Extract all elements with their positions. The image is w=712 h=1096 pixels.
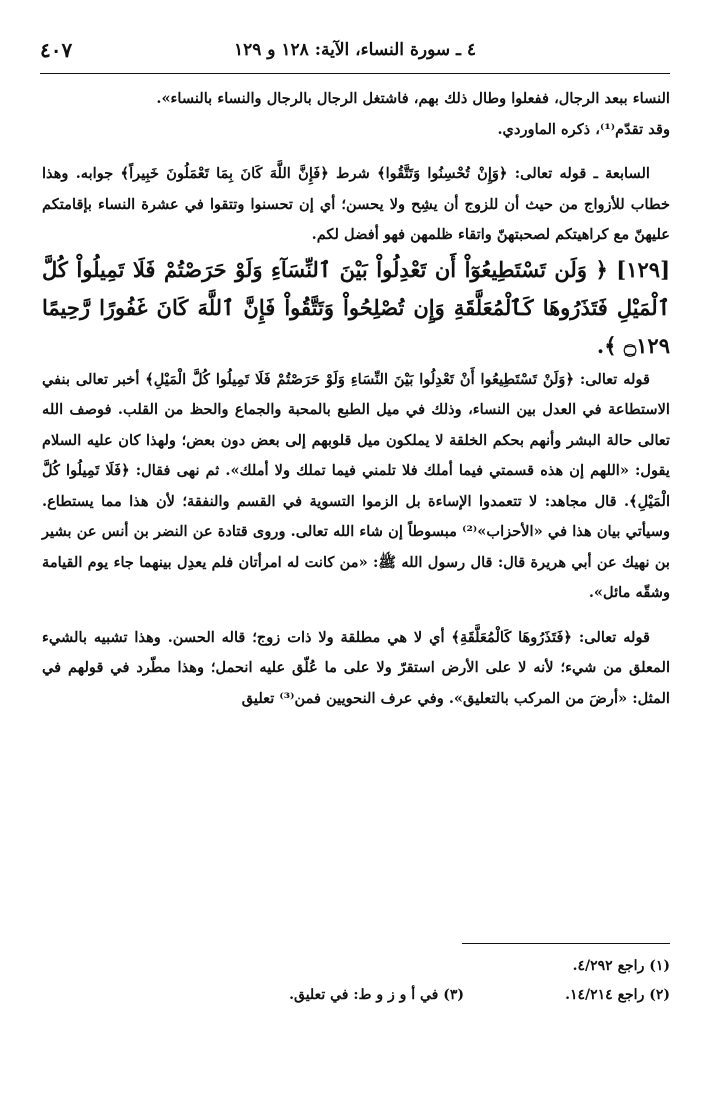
running-title: ٤ ـ سورة النساء، الآية: ١٢٨ و ١٢٩ [233, 40, 477, 60]
footnote-row-2 [42, 981, 670, 1010]
page-number: ٤٠٧ [40, 38, 73, 62]
paragraph-4: قوله تعالى: ﴿وَلَنْ تَسْتَطِيعُوا أَنْ تَعْدِلُوا بَيْنَ النِّسَاءِ وَلَوْ حَرَصْتُمْ فَلَا تَمِيلُوا كُلَّ الْمَيْلِ﴾ أخبر تعالى بنفي الاستطاعة في العدل بين النساء، وذلك في ميل الطبع بالمحبة والجماع والحظ من القلب. فوصف الله تعالى حالة البشر وأنهم بحكم الخلقة لا يملكون ميل قلوبهم إلى بعض دون بعض؛ ولهذا كان عليه السلام يقول: «اللهم إن هذه قسمتي فيما أملك فلا تلمني فيما تملك ولا أملك». ثم نهى فقال: ﴿فَلَا تَمِيلُوا كُلَّ الْمَيْلِ﴾. قال مجاهد: لا تتعمدوا الإساءة بل الزموا التسوية في القسم والنفقة؛ لأن هذا مما يستطاع. وسيأتي بيان هذا في «الأحزاب»⁽²⁾ مبسوطاً إن شاء الله تعالى. وروى قتادة عن النضر بن أنس عن بشير بن نهيك عن أبي هريرة قال: قال رسول الله ﷺ: «من كانت له امرأتان فلم يعدِل بينهما جاء يوم القيامة وشقّه مائل». [42, 370, 670, 601]
paragraph-3: السابعة ـ قوله تعالى: ﴿وَإِنْ تُحْسِنُوا وَتَتَّقُوا﴾ شرط ﴿فَإِنَّ اللَّهَ كَانَ بِمَا تَعْمَلُونَ خَبِيراً﴾ جوابه. وهذا خطاب للأزواج من حيث أن للزوج أن يشِح ولا يحسن؛ أي إن تحسنوا وتتقوا في عشرة النساء بإقامتكم عليهنّ مع كراهيتكم لصحبتهنّ واتقاء ظلمهن فهو أفضل لكم. [42, 165, 670, 243]
paragraph-1: النساء ببعد الرجال، ففعلوا وطال ذلك بهم، فاشتغل الرجال بالرجال والنساء بالنساء». [156, 90, 670, 107]
footnote-2: (٢) راجع ١٤/٢١٤. [565, 987, 670, 1003]
quran-verse-129: [١٢٩] ﴿ وَلَن تَسْتَطِيعُوٓاْ أَن تَعْدِلُواْ بَيْنَ ٱلنِّسَآءِ وَلَوْ حَرَصْتُمْ فَلَا تَمِيلُواْ كُلَّ ٱلْمَيْلِ فَتَذَرُوهَا كَٱلْمُعَلَّقَةِ وَإِن تُصْلِحُواْ وَتَتَّقُواْ فَإِنَّ ٱللَّهَ كَانَ غَفُورًا رَّحِيمًا ۝١٢٩ ﴾. [42, 256, 670, 358]
paragraph-2: وقد تقدّم⁽¹⁾، ذكره الماوردي. [497, 120, 670, 138]
footnote-rule [462, 943, 670, 944]
header-rule [40, 73, 670, 74]
paragraph-5: قوله تعالى: ﴿فَتَذَرُوهَا كَالْمُعَلَّقَةِ﴾ أي لا هي مطلقة ولا ذات زوج؛ قاله الحسن. وهذا تشبيه بالشيء المعلق من شيء؛ لأنه لا على الأرض استقرّ ولا على ما عُلّق عليه انحمل؛ وهذا مطّرد في قولهم في المثل: «أرضَ من المركب بالتعليق». وفي عرف النحويين فمن⁽³⁾ تعليق [42, 628, 670, 707]
footnote-1: (١) راجع ٤/٢٩٢. [572, 958, 670, 974]
footnotes [42, 952, 670, 1010]
main-text [42, 84, 670, 714]
footnote-row-1 [42, 952, 670, 981]
running-header [40, 38, 670, 74]
footnote-3: (٣) في أ و ز و ط: في تعليق. [289, 987, 464, 1003]
